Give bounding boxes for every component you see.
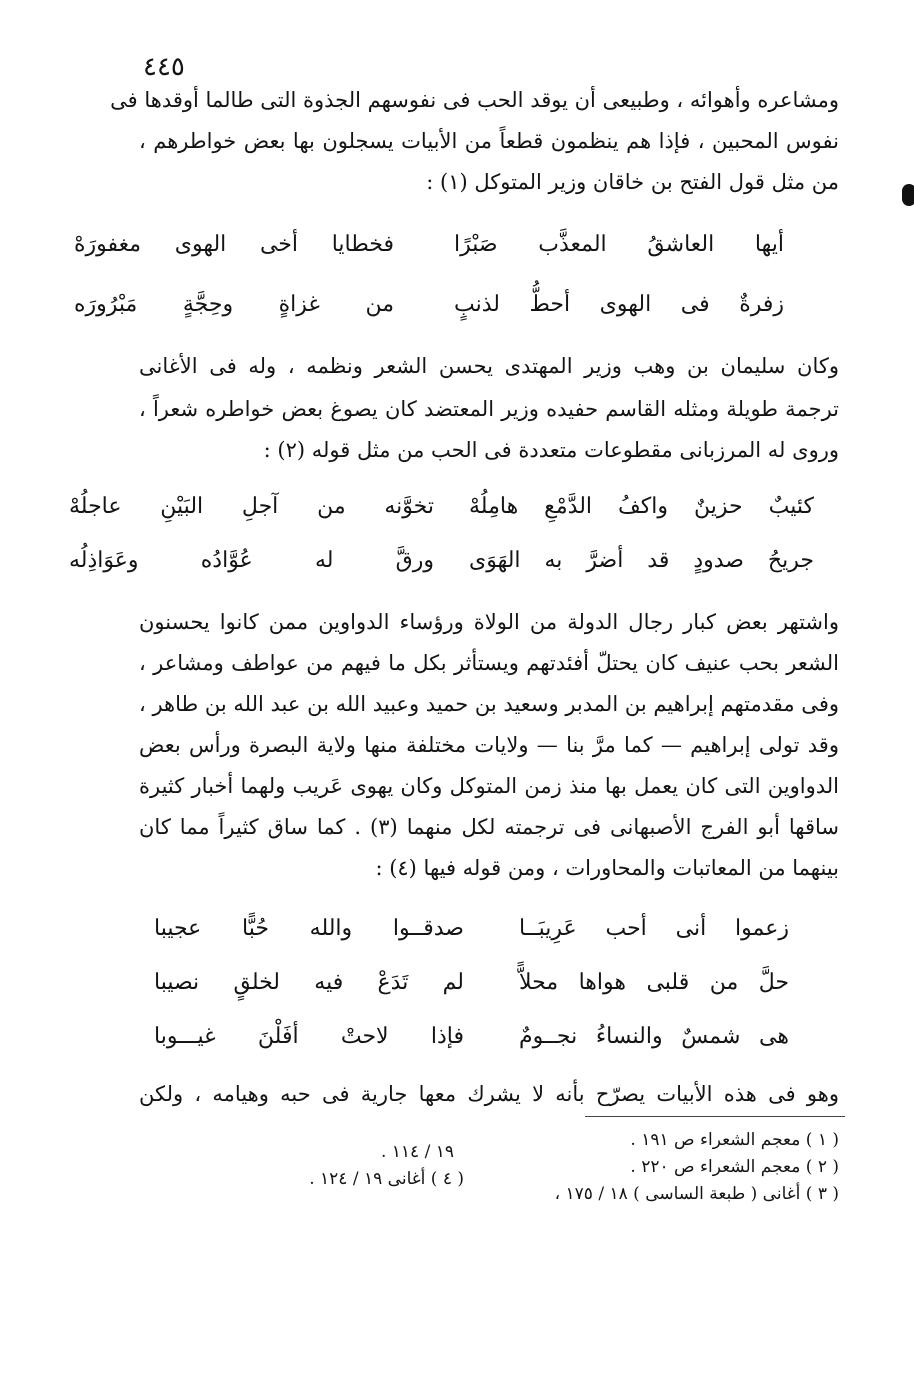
- verse-second-hemistich: من غزاةٍ وحِجَّةٍ مَبْرُورَه: [74, 292, 394, 317]
- verse-row: [0, 966, 914, 1000]
- verse-second-hemistich: لم تَدَعْ فيه لخلقٍ نصيبا: [154, 970, 464, 995]
- footnote: ( ٢ ) معجم الشعراء ص ٢٢٠ .: [630, 1157, 839, 1177]
- text-line: من مثل قول الفتح بن خاقان وزير المتوكل (١) :: [426, 170, 839, 194]
- verse-second-hemistich: ورقَّ له عُوَّادُه وعَوَاذِلُه: [69, 548, 434, 573]
- verse-first-hemistich: كئيبٌ حزينٌ واكفُ الدَّمْعِ هامِلُهْ: [469, 494, 814, 519]
- footnote: ١٩ / ١١٤ .: [380, 1142, 454, 1162]
- text-line: بينهما من المعاتبات والمحاورات ، ومن قوله فيها (٤) :: [375, 856, 839, 880]
- text-line: الدواوين التى كان يعمل بها منذ زمن المتوكل وكان يهوى عَريب ولهما أخبار كثيرة: [139, 774, 839, 798]
- closing-line: وهو فى هذه الأبيات يصرّح بأنه لا يشرك معها جارية فى حبه وهيامه ، ولكن: [139, 1082, 839, 1106]
- text-line: واشتهر بعض كبار رجال الدولة من الولاة ورؤساء الدواوين ممن كانوا يحسنون: [139, 610, 839, 634]
- text-line: وروى له المرزبانى مقطوعات متعددة فى الحب من مثل قوله (٢) :: [263, 438, 839, 462]
- verse-second-hemistich: فخطايا أخى الهوى مغفورَهْ: [74, 232, 394, 257]
- footnote-rule: [585, 1116, 845, 1117]
- verse-row: [0, 288, 914, 322]
- verse-first-hemistich: زعموا أنى أحب عَرِيبَــا: [519, 916, 789, 941]
- footnote: ( ١ ) معجم الشعراء ص ١٩١ .: [630, 1130, 839, 1150]
- verse-first-hemistich: زفرةٌ فى الهوى أحطُّ لذنبٍ: [454, 292, 784, 317]
- text-line: وقد تولى إبراهيم — كما مرَّ بنا — ولايات مختلفة منها ولاية البصرة ورأس بعض: [139, 733, 839, 757]
- text-line: ترجمة طويلة ومثله القاسم حفيده وزير المعتضد كان يصوغ بعض خواطره شعراً ،: [139, 397, 839, 421]
- page-number: ٤٤٥: [143, 52, 185, 82]
- verse-second-hemistich: صدقــوا والله حُبًّا عجيبا: [154, 916, 464, 941]
- footnote: ( ٤ ) أغانى ١٩ / ١٢٤ .: [309, 1169, 464, 1189]
- text-line: الشعر بحب عنيف كان يحتلّ أفئدتهم ويستأثر بكل ما فيهم من عواطف ومشاعر ،: [139, 651, 839, 675]
- verse-row: [0, 228, 914, 262]
- verse-second-hemistich: فإذا لاحتْ أفَلْنَ غيـــوبا: [154, 1024, 464, 1049]
- verse-row: [0, 912, 914, 946]
- verse-row: [0, 544, 914, 578]
- verse-first-hemistich: جريحُ صدودٍ قد أضرَّ به الهَوَى: [469, 548, 814, 573]
- verse-first-hemistich: هى شمسٌ والنساءُ نجــومٌ: [519, 1024, 789, 1049]
- verse-row: [0, 1020, 914, 1054]
- text-line: نفوس المحبين ، فإذا هم ينظمون قطعاً من الأبيات يسجلون بها بعض خواطرهم ،: [139, 129, 839, 153]
- text-line: وفى مقدمتهم إبراهيم بن المدبر وسعيد بن حميد وعبيد الله بن عبد الله بن طاهر ،: [139, 692, 839, 716]
- footnote: ( ٣ ) أغانى ( طبعة الساسى ) ١٨ / ١٧٥ ،: [554, 1184, 839, 1204]
- verse-second-hemistich: تخوَّنه من آجلِ البَيْنِ عاجلُهْ: [69, 494, 434, 519]
- verse-row: [0, 490, 914, 524]
- verse-first-hemistich: أيها العاشقُ المعذَّب صَبْرًا: [454, 232, 784, 257]
- text-line: ساقها أبو الفرج الأصبهانى فى ترجمته لكل منهما (٣) . كما ساق كثيراً مما كان: [139, 815, 839, 839]
- scan-edge-mark: [902, 184, 914, 206]
- verse-first-hemistich: حلَّ من قلبى هواها محلاًّ: [519, 970, 789, 995]
- text-line: ومشاعره وأهوائه ، وطبيعى أن يوقد الحب فى نفوسهم الجذوة التى طالما أوقدها فى: [110, 88, 839, 112]
- text-line: وكان سليمان بن وهب وزير المهتدى يحسن الشعر ونظمه ، وله فى الأغانى: [139, 354, 839, 378]
